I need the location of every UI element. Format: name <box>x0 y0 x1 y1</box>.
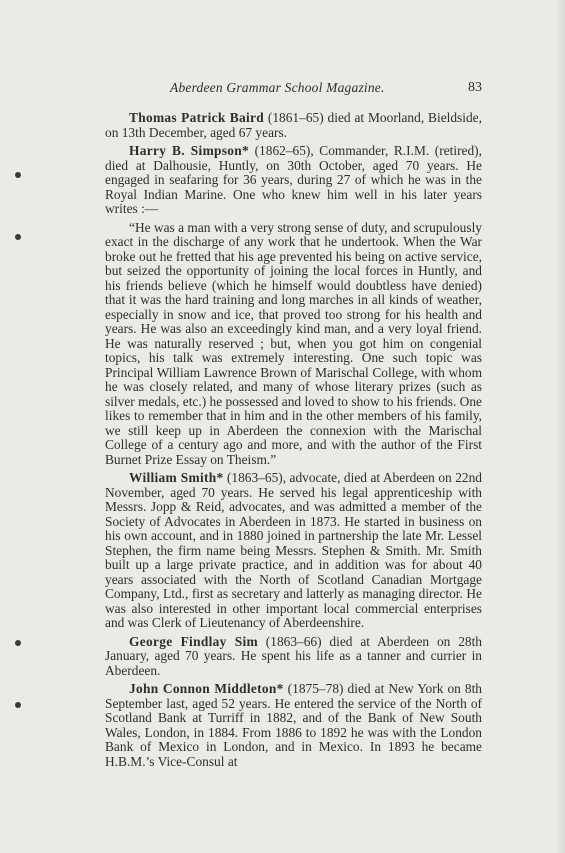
entry-name: William Smith* <box>129 470 224 485</box>
entry-baird <box>105 111 482 140</box>
entry-text: (1875–78) died at New York on 8th September last, aged 52 years. He entered the service of the North of Scotland Bank at Turriff in 1882, and of the Bank of New South Wales, London, in 1884. From 1886 to 1892 he was with the London Bank of Mexico in London, and in Mexico. In 1893 he became H.B.M.’s Vice-Consul at <box>105 681 482 769</box>
entry-name: John Connon Middleton* <box>129 681 284 696</box>
margin-mark <box>15 702 21 708</box>
page-header <box>0 80 565 100</box>
margin-mark <box>15 234 21 240</box>
simpson-quotation <box>105 221 482 468</box>
entry-name: Thomas Patrick Baird <box>129 110 265 125</box>
entry-middleton <box>105 682 482 769</box>
running-title: Aberdeen Grammar School Magazine. <box>170 80 385 95</box>
entry-text: (1863–66) died at Aberdeen on 28th January, aged 70 years. He spent his life as a tanner and currier in Aberdeen. <box>105 633 482 678</box>
quotation-text: “He was a man with a very strong sense of duty, and scrupulously exact in the discharge of any work that he undertook. When the War broke out he fretted that his age prevented his being on active service, but seized the opportunity of joining the local forces in Huntly, and his friends believe (which he himself would doubtless have denied) that it was the hard training and long marches in all kinds of weather, especially in snow and ice, that proved too strong for his health and years. He was also an exceedingly kind man, and a very loyal friend. He was naturally reserved ; but, when you got him on congenial topics, his talk was extremely interesting. One such topic was Principal William Lawrence Brown of Marischal College, with whom he was closely related, and many of whose literary prizes (such as silver medals, etc.) he possessed and loved to show to his friends. One likes to remember that in him and in the other members of his family, we still keep up in Aberdeen the connexion with the Marischal College of a century ago and more, and with the author of the First Burnet Prize Essay on Theism.” <box>105 219 482 467</box>
page-number: 83 <box>468 80 482 95</box>
entry-smith <box>105 471 482 631</box>
entry-sim <box>105 635 482 679</box>
entry-simpson <box>105 144 482 217</box>
entry-name: George Findlay Sim <box>129 633 258 649</box>
margin-mark <box>15 172 21 178</box>
entry-text: (1861–65) died at Moorland, Bieldside, on 13th December, aged 67 years. <box>105 110 482 140</box>
obituary-text <box>105 111 482 773</box>
entry-text: (1862–65), Commander, R.I.M. (retired), died at Dalhousie, Huntly, on 30th October, aged 70 years. He engaged in seafaring for 36 years, during 27 of which he was in the Royal Indian Marine. One who knew him well in his later years writes :— <box>105 143 482 216</box>
margin-mark <box>15 640 21 646</box>
entry-text: (1863–65), advocate, died at Aberdeen on 22nd November, aged 70 years. He served his legal apprenticeship with Messrs. Jopp & Reid, advocates, and was admitted a member of the Society of Advocates in Aberdeen in 1873. He started in business on his own account, and in 1880 joined in partnership the late Mr. Lessel Stephen, the firm name being Messrs. Stephen & Smith. Mr. Smith built up a large private practice, and in addition was for about 40 years associated with the North of Scotland Canadian Mortgage Company, Ltd., first as secretary and latterly as managing director. He was also interested in other important local commercial enterprises and was Clerk of Lieutenancy of Aberdeenshire. <box>105 470 482 630</box>
entry-name: Harry B. Simpson* <box>129 143 250 158</box>
page-edge-shadow <box>555 0 565 853</box>
